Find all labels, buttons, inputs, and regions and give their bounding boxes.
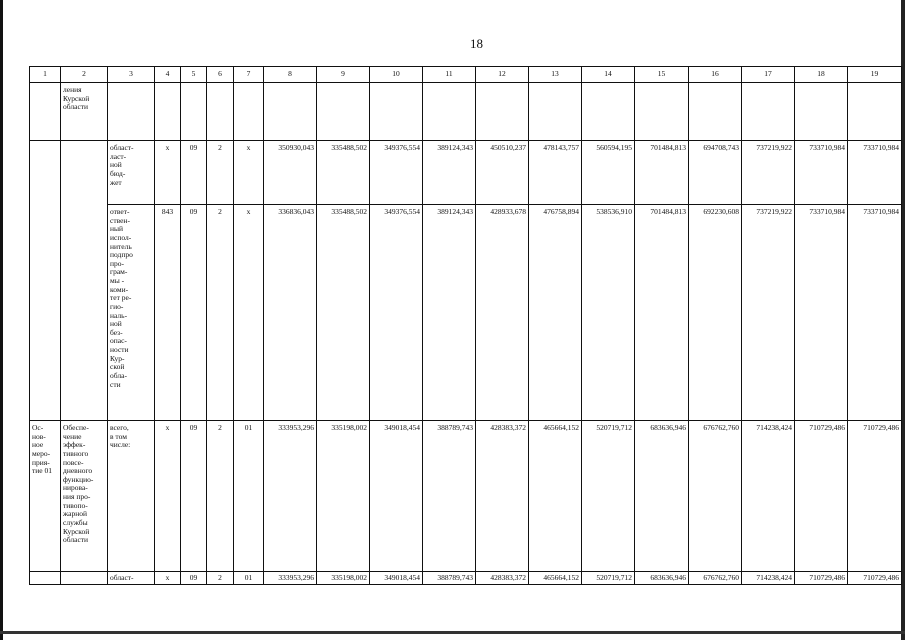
value-cell: 733710,984 bbox=[795, 141, 848, 205]
value-cell: 683636,946 bbox=[635, 421, 689, 572]
column-header: 5 bbox=[181, 67, 207, 83]
column-header: 12 bbox=[476, 67, 529, 83]
code-cell: x bbox=[155, 572, 181, 585]
value-cell: 333953,296 bbox=[264, 572, 317, 585]
main-event-name: Обеспе- чение эффек- тивного повсе- дневного функцио- нирова- ния про- тивопо- жарной службы Курской области bbox=[61, 421, 108, 572]
value-cell: 428383,372 bbox=[476, 421, 529, 572]
column-header: 3 bbox=[108, 67, 155, 83]
value-cell: 737219,922 bbox=[742, 205, 795, 421]
value-cell: 676762,760 bbox=[689, 421, 742, 572]
empty-cell bbox=[742, 83, 795, 141]
empty-cell bbox=[423, 83, 476, 141]
column-header: 8 bbox=[264, 67, 317, 83]
value-cell: 388789,743 bbox=[423, 421, 476, 572]
value-cell: 538536,910 bbox=[582, 205, 635, 421]
value-cell: 428933,678 bbox=[476, 205, 529, 421]
value-cell: 335198,002 bbox=[317, 572, 370, 585]
scan-border-left bbox=[0, 0, 3, 640]
empty-cell bbox=[848, 83, 902, 141]
empty-cell bbox=[155, 83, 181, 141]
value-cell: 465664,152 bbox=[529, 572, 582, 585]
column-header: 1 bbox=[30, 67, 61, 83]
value-cell: 428383,372 bbox=[476, 572, 529, 585]
column-header: 16 bbox=[689, 67, 742, 83]
code-cell: x bbox=[155, 421, 181, 572]
empty-cell bbox=[108, 83, 155, 141]
value-cell: 710729,486 bbox=[795, 572, 848, 585]
empty-cell bbox=[370, 83, 423, 141]
table-row-oblast-partial bbox=[30, 572, 902, 585]
empty-cell bbox=[264, 83, 317, 141]
value-cell: 701484,813 bbox=[635, 205, 689, 421]
empty-cell bbox=[795, 83, 848, 141]
code-cell: 2 bbox=[207, 205, 234, 421]
code-cell: x bbox=[234, 141, 264, 205]
column-header: 13 bbox=[529, 67, 582, 83]
column-header: 11 bbox=[423, 67, 476, 83]
code-cell: x bbox=[234, 205, 264, 421]
empty-cell bbox=[30, 572, 61, 585]
empty-cell bbox=[582, 83, 635, 141]
table-row-continuation bbox=[30, 83, 902, 141]
value-cell: 733710,984 bbox=[848, 205, 902, 421]
funding-source-label: област- ласт- ной бюд- жет bbox=[108, 141, 155, 205]
column-header: 10 bbox=[370, 67, 423, 83]
empty-cell bbox=[181, 83, 207, 141]
value-cell: 349018,454 bbox=[370, 421, 423, 572]
value-cell: 714238,424 bbox=[742, 421, 795, 572]
value-cell: 710729,486 bbox=[795, 421, 848, 572]
value-cell: 349376,554 bbox=[370, 205, 423, 421]
funding-total-label: всего, в том числе: bbox=[108, 421, 155, 572]
value-cell: 335198,002 bbox=[317, 421, 370, 572]
value-cell: 710729,486 bbox=[848, 421, 902, 572]
value-cell: 388789,743 bbox=[423, 572, 476, 585]
value-cell: 465664,152 bbox=[529, 421, 582, 572]
empty-cell bbox=[635, 83, 689, 141]
code-cell: 01 bbox=[234, 421, 264, 572]
value-cell: 335488,502 bbox=[317, 141, 370, 205]
empty-cell bbox=[476, 83, 529, 141]
page-number: 18 bbox=[470, 36, 483, 51]
code-cell: 843 bbox=[155, 205, 181, 421]
value-cell: 336836,043 bbox=[264, 205, 317, 421]
code-cell: 09 bbox=[181, 205, 207, 421]
empty-cell bbox=[317, 83, 370, 141]
value-cell: 478143,757 bbox=[529, 141, 582, 205]
value-cell: 349018,454 bbox=[370, 572, 423, 585]
column-header: 7 bbox=[234, 67, 264, 83]
value-cell: 694708,743 bbox=[689, 141, 742, 205]
budget-table bbox=[29, 66, 902, 585]
value-cell: 733710,984 bbox=[848, 141, 902, 205]
main-event-label: Ос- нов- ное меро- прия- тие 01 bbox=[30, 421, 61, 572]
empty-cell bbox=[234, 83, 264, 141]
value-cell: 476758,894 bbox=[529, 205, 582, 421]
column-header: 2 bbox=[61, 67, 108, 83]
code-cell: 2 bbox=[207, 572, 234, 585]
value-cell: 335488,502 bbox=[317, 205, 370, 421]
value-cell: 714238,424 bbox=[742, 572, 795, 585]
column-header: 9 bbox=[317, 67, 370, 83]
value-cell: 520719,712 bbox=[582, 572, 635, 585]
table-header-row bbox=[30, 67, 902, 83]
value-cell: 389124,343 bbox=[423, 205, 476, 421]
scan-border-bottom bbox=[0, 631, 905, 634]
code-cell: 09 bbox=[181, 421, 207, 572]
column-header: 15 bbox=[635, 67, 689, 83]
column-header: 17 bbox=[742, 67, 795, 83]
table-row-main-event bbox=[30, 421, 902, 572]
value-cell: 737219,922 bbox=[742, 141, 795, 205]
empty-cell bbox=[30, 83, 61, 141]
value-cell: 560594,195 bbox=[582, 141, 635, 205]
empty-cell bbox=[207, 83, 234, 141]
empty-cell bbox=[30, 141, 61, 205]
value-cell: 701484,813 bbox=[635, 141, 689, 205]
value-cell: 349376,554 bbox=[370, 141, 423, 205]
code-cell: 09 bbox=[181, 141, 207, 205]
table-row-executor bbox=[30, 205, 902, 421]
empty-cell bbox=[529, 83, 582, 141]
code-cell: 01 bbox=[234, 572, 264, 585]
column-header: 18 bbox=[795, 67, 848, 83]
code-cell: 2 bbox=[207, 421, 234, 572]
funding-source-label: област- bbox=[108, 572, 155, 585]
code-cell: x bbox=[155, 141, 181, 205]
value-cell: 676762,760 bbox=[689, 572, 742, 585]
value-cell: 710729,486 bbox=[848, 572, 902, 585]
column-header: 6 bbox=[207, 67, 234, 83]
value-cell: 733710,984 bbox=[795, 205, 848, 421]
value-cell: 450510,237 bbox=[476, 141, 529, 205]
empty-cell bbox=[61, 572, 108, 585]
program-name-continuation: ления Курской области bbox=[61, 83, 108, 141]
value-cell: 692230,608 bbox=[689, 205, 742, 421]
code-cell: 09 bbox=[181, 572, 207, 585]
value-cell: 350930,043 bbox=[264, 141, 317, 205]
code-cell: 2 bbox=[207, 141, 234, 205]
column-header: 4 bbox=[155, 67, 181, 83]
value-cell: 389124,343 bbox=[423, 141, 476, 205]
empty-cell bbox=[61, 205, 108, 421]
table-row-oblast-budget bbox=[30, 141, 902, 205]
executor-label: ответ- ствен- ный испол- нитель подпро про- грам- мы - коми- тет ре- гио- наль- ной без- опас- ности Кур- ской обла- сти bbox=[108, 205, 155, 421]
empty-cell bbox=[689, 83, 742, 141]
value-cell: 520719,712 bbox=[582, 421, 635, 572]
empty-cell bbox=[30, 205, 61, 421]
column-header: 14 bbox=[582, 67, 635, 83]
value-cell: 683636,946 bbox=[635, 572, 689, 585]
value-cell: 333953,296 bbox=[264, 421, 317, 572]
column-header: 19 bbox=[848, 67, 902, 83]
empty-cell bbox=[61, 141, 108, 205]
